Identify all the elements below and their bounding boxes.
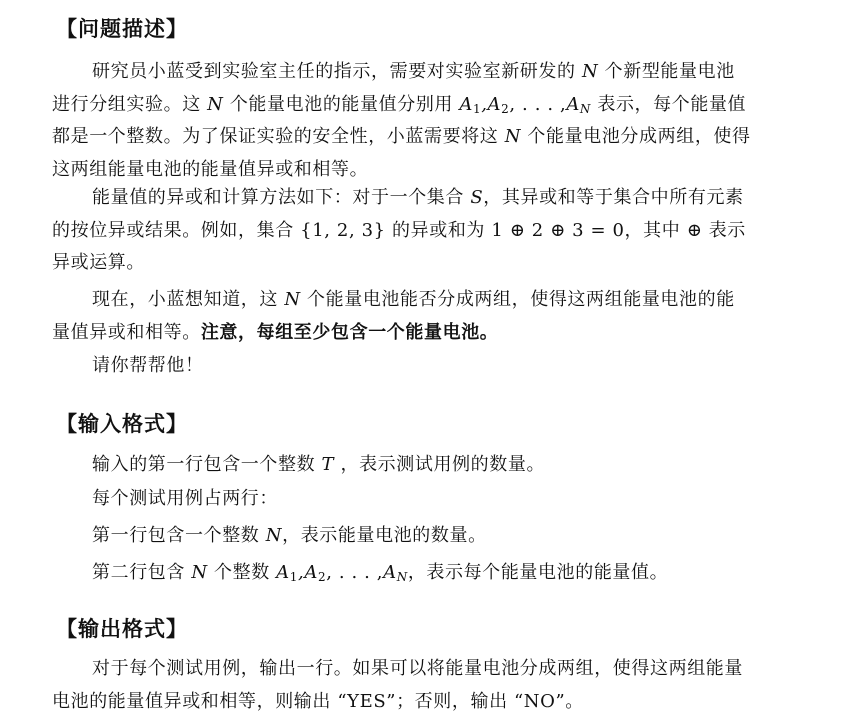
text-segment: ，表示测试用例的数量。	[340, 454, 546, 475]
problem-paragraph-4: 请你帮帮他！	[92, 355, 204, 376]
input-line-1	[92, 451, 545, 479]
xor-operator: ⊕	[686, 219, 703, 241]
var-a: A	[276, 562, 290, 583]
var-t: T	[321, 454, 335, 475]
output-format-heading: 【输出格式】	[56, 617, 188, 641]
problem-paragraph-1	[52, 56, 752, 186]
text-segment: 输入的第一行包含一个整数	[92, 454, 316, 475]
text-segment: 个能量电池的能量值分别用	[229, 93, 454, 115]
text-segment: 第二行包含	[92, 562, 185, 583]
text-segment: 的异或和为	[392, 219, 486, 241]
var-n: N	[207, 93, 224, 115]
subscript: 2	[501, 101, 510, 116]
input-line-2: 每个测试用例占两行：	[92, 488, 278, 509]
text-segment: 能量值的异或和计算方法如下：对于一个集合	[92, 187, 464, 208]
problem-description-heading: 【问题描述】	[56, 17, 188, 41]
ellipsis: , . . . ,	[326, 562, 384, 583]
input-line-4	[92, 559, 668, 587]
subscript: N	[396, 570, 408, 584]
text-segment: ，表示能量电池的数量。	[282, 525, 487, 546]
problem-paragraph-2	[52, 182, 752, 280]
ellipsis: , . . . ,	[509, 93, 567, 115]
text-segment: 研究员小蓝受到实验室主任的指示，需要对实验室新研发的	[92, 61, 576, 82]
subscript: 1	[289, 570, 299, 584]
note-bold: 注意，每组至少包含一个能量电池。	[200, 321, 499, 343]
text-segment: 表示异或运算。	[52, 219, 746, 273]
problem-paragraph-3	[52, 284, 752, 349]
var-a: A	[459, 93, 473, 115]
var-s: S	[470, 187, 484, 208]
output-paragraph-1: 对于每个测试用例，输出一行。如果可以将能量电池分成两组，使得这两组能量电池的能量值异或和相等，则输出 “YES”；否则，输出 “NO”。	[52, 658, 743, 712]
input-line-3	[92, 522, 487, 550]
text-segment: ，其中	[624, 219, 681, 241]
sequence-a	[276, 562, 408, 583]
text-segment: 个新型能量电池进行分组实验。这	[52, 61, 735, 115]
xor-expression: 1 ⊕ 2 ⊕ 3 = 0	[491, 219, 625, 241]
var-n: N	[191, 562, 208, 583]
text-segment: 个整数	[214, 562, 270, 583]
text-segment: 表示，每个能量值都是一个整数。为了保证实验的安全性，小蓝需要将这	[52, 93, 747, 147]
subscript: 1	[472, 101, 482, 116]
var-n: N	[504, 126, 522, 147]
comma: ,	[298, 562, 305, 583]
text-segment: 第一行包含一个整数	[92, 525, 260, 546]
comma: ,	[481, 93, 488, 115]
text-segment: ，表示每个能量电池的能量值。	[407, 562, 669, 583]
subscript: N	[579, 101, 592, 116]
text-segment: 个能量电池能否分成两组，使得这两组能量电池的能量值异或和相等。	[52, 289, 735, 343]
subscript: 2	[317, 570, 327, 584]
text-segment: ，其异或和等于集合中所有元素的按位异或结果。例如，集合	[52, 187, 744, 241]
sequence-a	[459, 94, 591, 115]
var-a: A	[304, 562, 318, 583]
var-a: A	[487, 93, 502, 115]
var-a: A	[383, 562, 397, 583]
var-n: N	[284, 289, 301, 310]
var-n: N	[265, 525, 283, 546]
text-segment: 个能量电池分成两组，使得这两组能量电池的能量值异或和相等。	[52, 126, 751, 180]
set-example: {1, 2, 3}	[300, 219, 386, 241]
var-a: A	[566, 93, 580, 115]
text-segment: 现在，小蓝想知道，这	[92, 289, 278, 310]
var-n: N	[581, 61, 599, 82]
input-format-heading: 【输入格式】	[56, 412, 188, 436]
